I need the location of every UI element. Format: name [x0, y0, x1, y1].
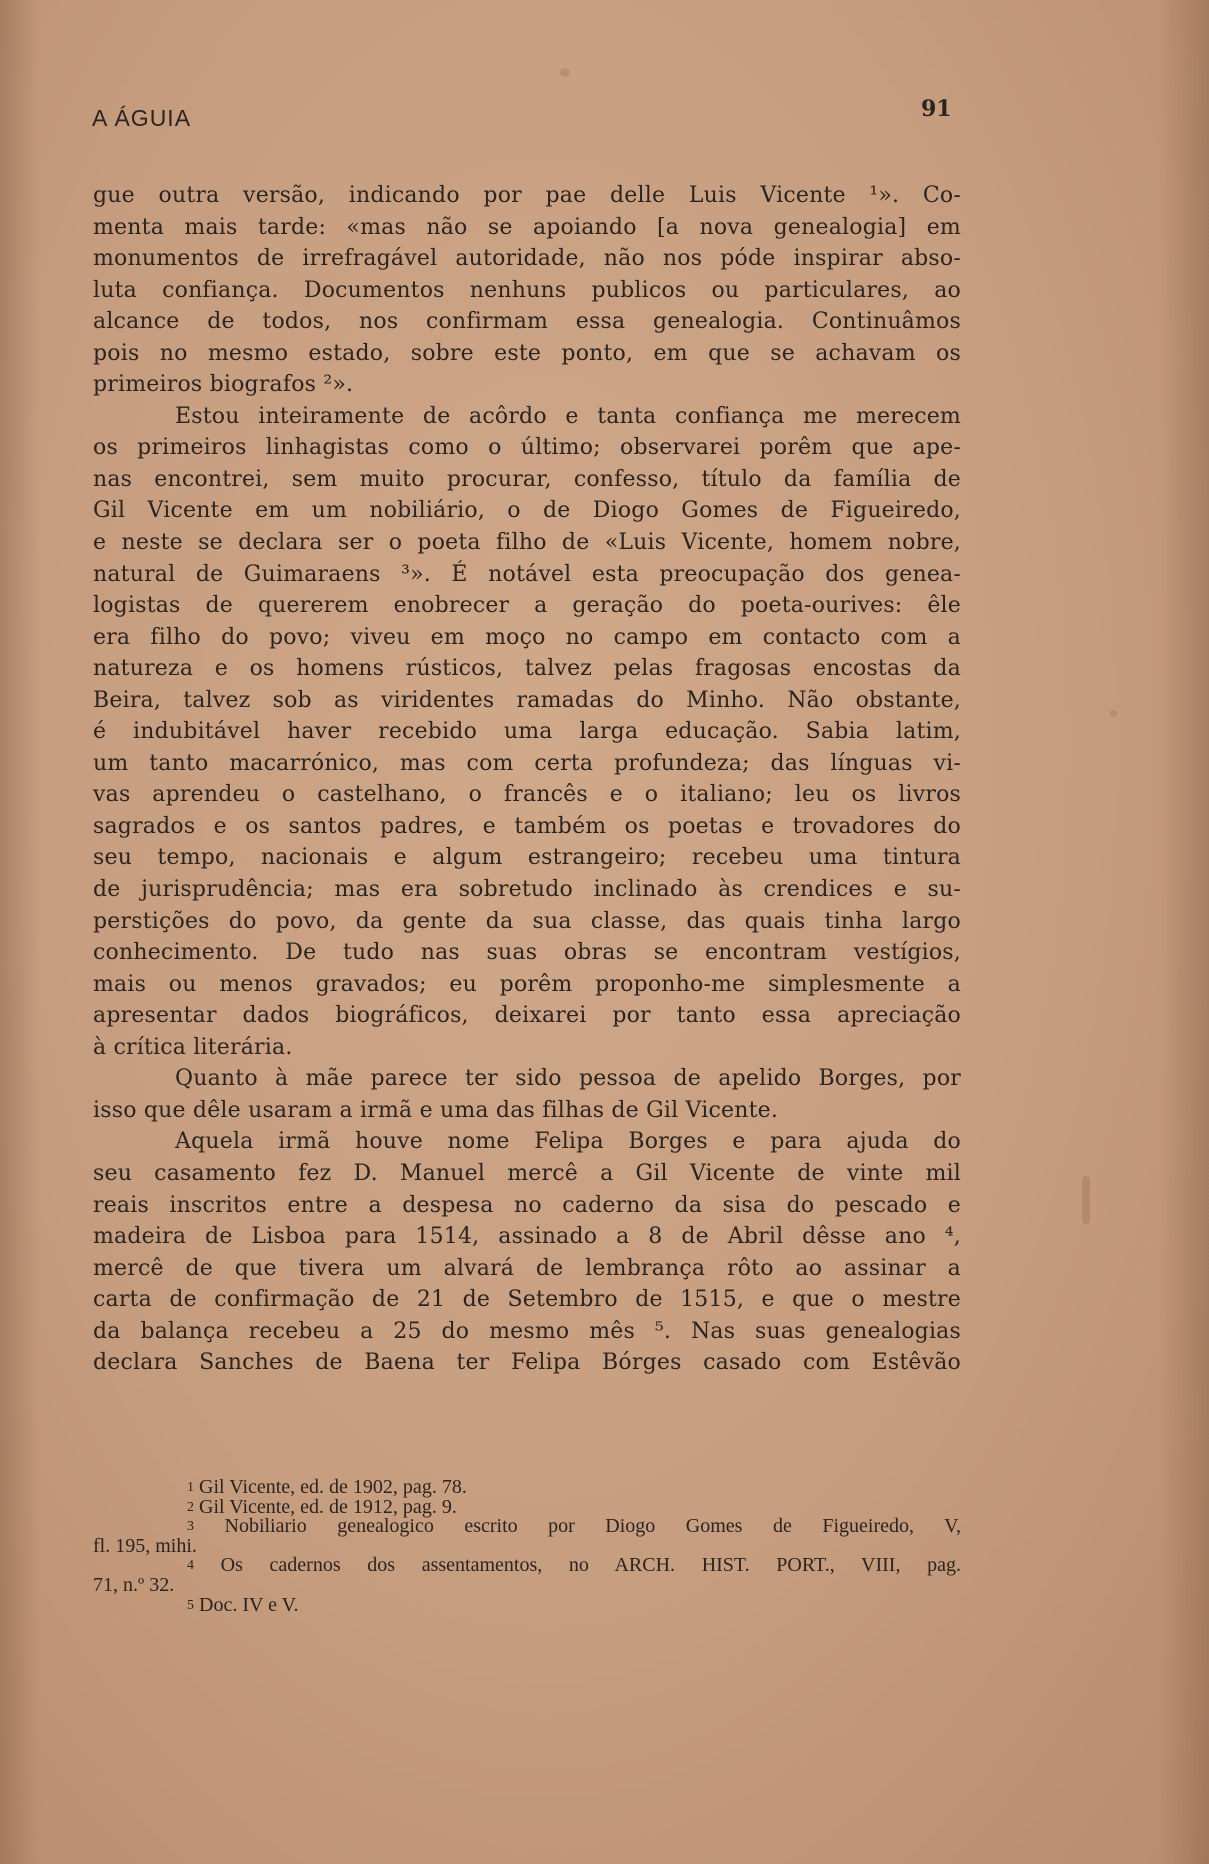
text-line: gue outra versão, indicando por pae delle Luis Vicente ¹». Co- [93, 183, 961, 208]
text-line: à crítica literária. [93, 1034, 293, 1060]
text-line: luta confiança. Documentos nenhuns publicos ou particulares, ao [93, 277, 961, 303]
footnote-text: Doc. IV e V. [199, 1593, 299, 1616]
text-line: primeiros biografos ²». [93, 372, 354, 398]
page-number: 91 [921, 96, 952, 122]
text-line: é indubitável haver recebido uma larga educação. Sabia latim, [93, 719, 961, 745]
text-line: logistas de quererem enobrecer a geração do poeta-ourives: êle [93, 593, 961, 619]
footnote-number: 2 [187, 1499, 194, 1515]
footnote [93, 1593, 961, 1616]
ink-spot [1110, 710, 1117, 717]
text-line: declara Sanches de Baena ter Felipa Bórges casado com Estêvão [93, 1350, 961, 1376]
text-line: um tanto macarrónico, mas com certa profundeza; das línguas vi- [93, 750, 961, 776]
text-line: nas encontrei, sem muito procurar, confesso, título da família de [93, 466, 961, 492]
ink-mark [1082, 1176, 1090, 1224]
text-line: vas aprendeu o castelhano, o francês e o italiano; leu os livros [93, 782, 961, 808]
footnote [93, 1556, 961, 1576]
footnote-number: 3 [187, 1519, 194, 1535]
footnote-text: Gil Vicente, ed. de 1912, pag. 9. [199, 1495, 457, 1518]
text-line: alcance de todos, nos confirmam essa genealogia. Continuâmos [93, 309, 961, 335]
text-line: sagrados e os santos padres, e também os poetas e trovadores do [93, 813, 961, 839]
page-edge-shadow-right [1159, 0, 1209, 1864]
text-line: era filho do povo; viveu em moço no campo em contacto com a [93, 624, 961, 650]
text-line: reais inscritos entre a despesa no caderno da sisa do pescado e [93, 1192, 961, 1218]
text-line: seu casamento fez D. Manuel mercê a Gil Vicente de vinte mil [93, 1160, 961, 1186]
footnote-number: 4 [187, 1558, 194, 1574]
text-line: da balança recebeu a 25 do mesmo mês ⁵. Nas suas genealogias [93, 1318, 961, 1344]
text-line: os primeiros linhagistas como o último; observarei porêm que ape- [93, 435, 961, 461]
text-line: carta de confirmação de 21 de Setembro de 1515, e que o mestre [93, 1287, 961, 1313]
text-line: Quanto à mãe parece ter sido pessoa de apelido Borges, por [175, 1066, 961, 1092]
text-line: seu tempo, nacionais e algum estrangeiro; recebeu uma tintura [93, 845, 961, 871]
footnote-text: Gil Vicente, ed. de 1902, pag. 78. [199, 1476, 467, 1498]
text-line: de jurisprudência; mas era sobretudo inclinado às crendices e su- [93, 877, 961, 903]
footnote-number: 1 [187, 1480, 194, 1495]
text-line: e neste se declara ser o poeta filho de «Luis Vicente, homem nobre, [93, 530, 961, 556]
text-line: monumentos de irrefragável autoridade, não nos póde inspirar abso- [93, 246, 961, 272]
text-line: isso que dêle usaram a irmã e uma das filhas de Gil Vicente. [93, 1097, 779, 1123]
text-line: Gil Vicente em um nobiliário, o de Diogo Gomes de Figueiredo, [93, 498, 961, 524]
text-line: pois no mesmo estado, sobre este ponto, em que se achavam os [93, 340, 961, 366]
text-line: natureza e os homens rústicos, talvez pelas fragosas encostas da [93, 656, 961, 682]
footnote-text: 71, n.º 32. [93, 1573, 175, 1596]
text-line: natural de Guimaraens ³». É notável esta preocupação dos genea- [93, 561, 961, 587]
running-head: A ÁGUIA [92, 105, 192, 131]
text-line: conhecimento. De tudo nas suas obras se encontram vestígios, [93, 940, 961, 966]
text-line: Beira, talvez sob as viridentes ramadas do Minho. Não obstante, [93, 687, 961, 713]
footnotes [93, 1478, 961, 1615]
footnote-text: Os cadernos dos assentamentos, no ARCH. HIST. PORT., VIII, pag. [220, 1554, 962, 1577]
footnote [93, 1517, 961, 1537]
footnote-text: Nobiliario genealogico escrito por Diogo Gomes de Figueiredo, V, [224, 1515, 961, 1538]
page-edge-shadow-left [0, 0, 40, 1864]
text-line: perstições do povo, da gente da sua classe, das quais tinha largo [93, 908, 961, 934]
text-line: Aquela irmã houve nome Felipa Borges e para ajuda do [175, 1129, 961, 1155]
text-line: mais ou menos gravados; eu porêm proponho-me simplesmente a [93, 971, 961, 997]
body-text [93, 180, 961, 1379]
footnote-text: fl. 195, mihi. [93, 1534, 197, 1557]
text-line: apresentar dados biográficos, deixarei por tanto essa apreciação [93, 1003, 961, 1029]
text-line: Estou inteiramente de acôrdo e tanta confiança me merecem [175, 403, 961, 429]
text-line: mercê de que tivera um alvará de lembrança rôto ao assinar a [93, 1255, 961, 1281]
text-line: menta mais tarde: «mas não se apoiando [a nova genealogia] em [93, 214, 961, 240]
footnote-number: 5 [187, 1597, 194, 1613]
ink-spot [560, 68, 570, 77]
text-line: madeira de Lisboa para 1514, assinado a 8 de Abril dêsse ano ⁴, [93, 1224, 961, 1250]
